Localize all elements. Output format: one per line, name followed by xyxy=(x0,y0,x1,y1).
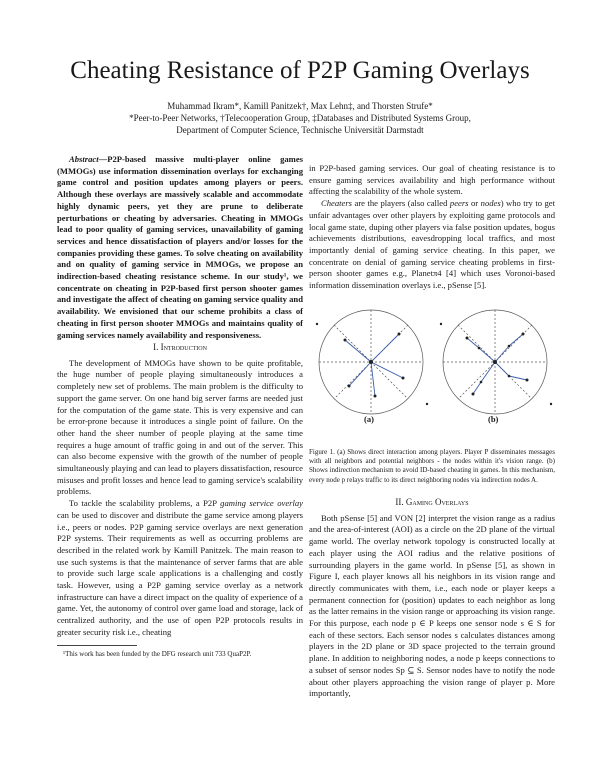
link-b-8 xyxy=(473,382,481,394)
node-b-out-1 xyxy=(440,323,442,325)
cheaters-italic-nodes: nodes xyxy=(480,198,501,209)
affiliation-line-1: *Peer-to-Peer Networks, †Telecooperation Group, ‡Databases and Distributed Systems Group, xyxy=(129,113,471,123)
figure-caption: Figure 1. (a) Shows direct interaction among players. Player P disseminates messages with all neighbors and potential neighbors - the nodes within it's vision range. (b) Shows indirection mechanism to avoid ID-based cheating in games. In this mechanism, every node p relays traffic to its direct neighboring nodes via indirection nodes A. xyxy=(309,448,555,484)
abstract-text: —P2P-based massive multi-player online games (MMOGs) use information dissemination overlays for exchanging game control and position updates among players or peers. Although these overlays are massively scalable and accommodate highly dynamic peers, yet they are prune to deliberate perturbations or cheating by adversaries. Cheating in MMOGs lead to poor quality of gaming services, unavailability of gaming services and hence dissatisfaction of players and/or losses for the companies providing these games. To solve cheating on availability and on quality of gaming service in MMOGs, we propose an indirection-based cheating resistance scheme. In our study¹, we concentrate on cheating in P2P-based first person shooter games and investigate the affect of cheating on gaming service quality and availability. We envisioned that our scheme prohibits a class of cheating in first person shooter MMOGs and maintains quality of gaming services namely availability and responsiveness. xyxy=(57,154,303,340)
nodes-a xyxy=(316,323,428,405)
link-b-6 xyxy=(509,376,527,380)
overlays-section xyxy=(309,497,555,700)
link-a-1 xyxy=(345,340,371,362)
right-intro-paragraph: in P2P-based gaming services. Our goal of cheating resistance is to ensure gaming services availability and high performance without affecting the scalability of the whole system. xyxy=(309,163,555,197)
cheaters-paragraph xyxy=(309,198,555,292)
figure-label-a: (a) xyxy=(364,414,374,424)
node-b-1 xyxy=(522,333,525,336)
overlays-paragraph-1: Both pSense [5] and VON [2] interpret the vision range as a radius and the area-of-interest (AOI) as a circle on the 2D plane of the virtual game world. The overlay network topology is constructed locally at each player using the AOI radius and the relative positions of surrounding players in the game world. In pSense [5], as shown in Figure I, each player knows all his neighbors in its vision range and directly communicates with them, i.e., each node or player keeps a permanent connection for (position) updates to each neighbor as long as the latter remains in the vision range or approaching its vision range. For this purpose, each node p ∈ P keeps one sensor node s ∈ S for each of these sectors. Each sensor nodes s calculates distances among players in the 2D plane or 3D space projected to the terrain ground plane. In addition to neighboring nodes, a node p keeps connections to a subset of sensor nodes Sp ⊆ S. Sensor nodes have to notify the node about other players approaching the vision range of player p. More importantly, xyxy=(309,512,555,699)
footnote-rule xyxy=(57,645,137,646)
paper-title: Cheating Resistance of P2P Gaming Overlays xyxy=(70,57,530,84)
node-a-3 xyxy=(348,385,351,388)
node-a-1 xyxy=(344,339,347,342)
link-b-7 xyxy=(481,362,495,382)
section-heading-intro: I. Introduction xyxy=(153,342,207,352)
node-a-2 xyxy=(398,333,401,336)
figure-label-b: (b) xyxy=(488,414,499,424)
figure-panel-a xyxy=(316,310,428,414)
intro-section xyxy=(57,342,303,659)
abstract xyxy=(57,154,303,341)
node-b-relay-3 xyxy=(508,375,511,378)
intro-p2-text-2: can be used to discover and distribute the game service among players i.e., peers or nodes. P2P gaming service overlays are next generation P2P systems. Their requirements as well as occurring problems are described in the related work by Kamill Panitzek. The main reason to use such systems is that the maintenance of server farms that are able to provide such large scale applications is a challenging and costly task. However, using a P2P gaming service overlay as a network infrastructure can have a direct impact on the quality of experience of a game. Yet, the autonomy of control over game load and storage, lack of centralized authority, and the use of open P2P protocols results in greater security risk i.e., cheating xyxy=(57,509,303,637)
cheaters-text-1: are the players (also called xyxy=(352,198,450,209)
link-b-2 xyxy=(509,334,523,346)
figure-1 xyxy=(309,304,555,444)
footnote: ¹This work has been funded by the DFG research unit 733 QuaP2P. xyxy=(63,649,252,658)
node-a-out-2 xyxy=(426,403,428,405)
link-a-4 xyxy=(371,362,403,378)
left-column xyxy=(57,154,303,341)
node-a-5 xyxy=(374,395,377,398)
nodes-b xyxy=(440,323,552,405)
node-b-relay-4 xyxy=(480,381,483,384)
node-b-center xyxy=(493,360,497,364)
link-b-3 xyxy=(479,348,495,362)
node-b-2 xyxy=(466,337,469,340)
author-line: Muhammad Ikram*, Kamill Panitzek†, Max Lehn‡, and Thorsten Strufe* xyxy=(167,101,433,111)
link-a-5 xyxy=(371,362,375,396)
intro-p2-italic: gaming service overlay xyxy=(220,498,303,509)
node-b-out-2 xyxy=(550,403,552,405)
node-b-4 xyxy=(472,393,475,396)
cheaters-term: Cheaters xyxy=(321,198,353,209)
node-b-relay-1 xyxy=(508,345,511,348)
node-b-relay-2 xyxy=(478,347,481,350)
intro-paragraph-1: The development of MMOGs have shown to be quite profitable, the huge number of people playing simultaneously introduces a completely new set of problems. The main problem is the difficulty to support the game server. On one hand big server farms are needed just for the computation of the game state. This is very expensive and can be error-prone because it introduces a single point of failure. On the other hand the sheer number of people playing at the same time requires a huge amount of traffic going in and out of the server. This can also become expensive with the growth of the number of people simultaneously playing and can lead to players dissatisfaction, resource misuses and profit losses and hence lead to gaming service's scalability problems. xyxy=(57,357,303,497)
intro-paragraph-2 xyxy=(57,498,303,638)
node-a-4 xyxy=(402,377,405,380)
node-a-out-1 xyxy=(316,323,318,325)
link-a-3 xyxy=(349,362,371,386)
cheaters-text-2: or xyxy=(468,198,481,209)
affiliation-line-2: Department of Computer Science, Technische Universität Darmstadt xyxy=(176,125,424,135)
link-b-5 xyxy=(495,362,509,376)
cheaters-text-3: ) who try to get unfair advantages over other players by exploiting game protocols and local game state, duping other players via false position updates, bogus achievements distributions, eavesdropping local traffics, and most importantly denial of gaming service cheating. In this paper, we concentrate on denial of gaming service cheating problems in first-person shooter games e.g., Planetπ4 [4] which uses Voronoi-based information dissemination overlays i.e., pSense [5]. xyxy=(309,198,555,291)
right-column-top xyxy=(309,163,555,292)
link-b-1 xyxy=(495,346,509,362)
link-a-2 xyxy=(371,334,399,362)
node-b-3 xyxy=(526,379,529,382)
cheaters-italic-peers: peers xyxy=(449,198,469,209)
link-b-4 xyxy=(467,338,479,348)
abstract-lead: Abstract xyxy=(69,154,99,164)
intro-p2-text-1: To tackle the scalability problems, a P2P xyxy=(69,498,221,509)
node-a-center xyxy=(369,360,373,364)
figure-panel-b xyxy=(440,310,552,414)
section-heading-overlays: II. Gaming Overlays xyxy=(395,497,469,507)
